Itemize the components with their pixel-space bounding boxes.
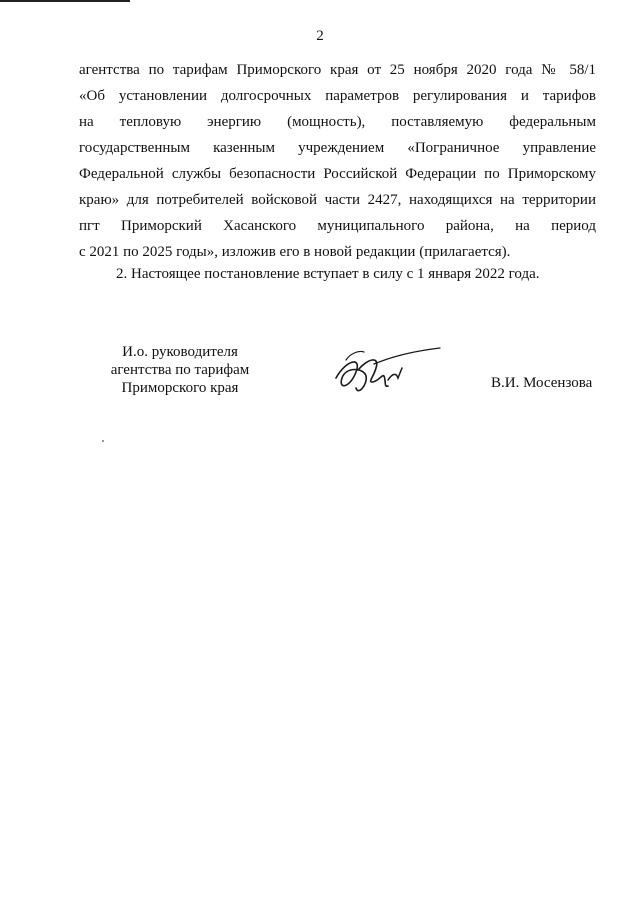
page-number: 2 (316, 28, 324, 44)
text-line: Федеральной службы безопасности Российской Федерации по Приморскому (79, 166, 596, 182)
signatory-title-line: агентства по тарифам (110, 362, 250, 378)
text-line: краю» для потребителей войсковой части 2427, находящихся на территории (79, 192, 596, 208)
text-line: пгт Приморский Хасанского муниципального района, на период (79, 218, 596, 234)
text-line: с 2021 по 2025 годы», изложив его в новой редакции (прилагается). (79, 244, 511, 260)
signatory-title-line: И.о. руководителя (122, 344, 238, 360)
signatory-title-line: Приморского края (121, 380, 239, 396)
signatory-name: В.И. Мосензова (491, 375, 593, 391)
text-line: агентства по тарифам Приморского края от 25 ноября 2020 года № 58/1 (79, 62, 596, 78)
scan-speck (102, 440, 104, 442)
handwritten-signature (328, 338, 458, 408)
signatory-title (70, 343, 290, 397)
text-line: государственным казенным учреждением «Пограничное управление (79, 140, 596, 156)
paragraph-2: 2. Настоящее постановление вступает в силу с 1 января 2022 года. (116, 266, 540, 282)
text-line: на тепловую энергию (мощность), поставляемую федеральным (79, 114, 596, 130)
text-line: «Об установлении долгосрочных параметров регулирования и тарифов (79, 88, 596, 104)
top-rule (0, 0, 130, 2)
